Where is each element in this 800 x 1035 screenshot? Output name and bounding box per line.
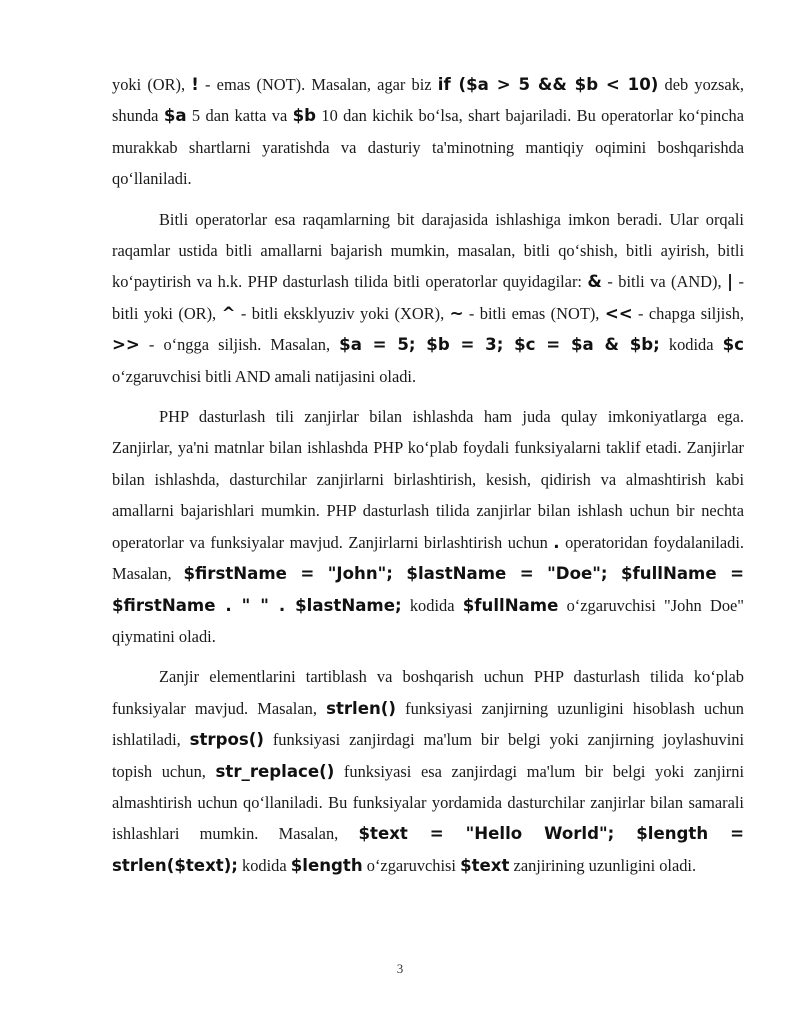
text-run: operatoridan foydalaniladi. Masalan, <box>112 532 745 584</box>
document-body <box>112 69 744 890</box>
text-run: - bitli emas (NOT), <box>463 303 605 323</box>
inline-code: $a <box>163 106 187 126</box>
inline-code: & <box>587 272 602 292</box>
inline-code: strpos() <box>189 730 264 750</box>
text-run: Bitli operatorlar esa raqamlarning bit darajasida ishlashiga imkon beradi. Ular orqali raqamlar ustida bitli amallarni bajarish mumkin, masalan, bitli qo‘shish, bitli ayirish, bitli ko‘paytirish va h.k. PHP dasturlash tilida bitli operatorlar quyidagilar: <box>112 209 744 292</box>
text-run: - bitli va (AND), <box>601 272 728 292</box>
text-run: 5 dan katta va <box>186 106 293 126</box>
text-run: - emas (NOT). Masalan, agar biz <box>198 75 438 94</box>
text-run: - o‘ngga siljish. Masalan, <box>139 335 340 355</box>
text-run: kodida <box>237 855 291 875</box>
inline-code: $a = 5; $b = 3; $c = $a & $b; <box>339 335 660 355</box>
inline-code: $text = "Hello World"; $length = strlen($text); <box>112 824 744 875</box>
inline-code: >> <box>112 335 140 355</box>
text-run: deb yozsak, shunda <box>112 75 744 126</box>
inline-code: $fullName <box>462 595 559 615</box>
inline-code: ^ <box>221 303 236 323</box>
text-run: o‘zgaruvchisi bitli AND amali natijasini oladi. <box>112 366 417 386</box>
inline-code: if ($a > 5 && $b < 10) <box>437 75 659 94</box>
inline-code: $b <box>292 106 317 126</box>
paragraph <box>112 69 744 195</box>
inline-code: . <box>553 532 560 552</box>
text-run: 10 dan kichik bo‘lsa, shart bajariladi. Bu operatorlar ko‘pincha murakkab shartlarni yaratishda va dasturiy ta'minotning mantiqiy oqimini boshqarishda qo‘llaniladi. <box>112 106 744 189</box>
page-number: 3 <box>396 961 404 976</box>
text-run: kodida <box>659 335 723 355</box>
paragraph <box>112 401 744 652</box>
text-run: Zanjir elementlarini tartiblash va boshqarish uchun PHP dasturlash tilida ko‘plab funksiyalar mavjud. Masalan, <box>112 667 744 718</box>
text-run: - bitli yoki (OR), <box>112 272 744 323</box>
inline-code: << <box>604 303 633 323</box>
inline-code: | <box>727 272 734 292</box>
text-run: zanjirining uzunligini oladi. <box>509 855 697 875</box>
text-run: yoki (OR), <box>112 75 192 94</box>
text-run: funksiyasi esa zanjirdagi ma'lum bir belgi yoki zanjirni almashtirish uchun qo‘llaniladi. Bu funksiyalar yordamida dasturchilar zanjirlar bilan samarali ishlashlari mumkin. Masalan, <box>112 761 744 844</box>
paragraph <box>112 661 744 881</box>
inline-code: ~ <box>449 303 464 323</box>
inline-code: $c <box>722 335 745 355</box>
text-run: funksiyasi zanjirdagi ma'lum bir belgi yoki zanjirning joylashuvini topish uchun, <box>112 730 744 781</box>
inline-code: $firstName = "John"; $lastName = "Doe"; $fullName = $firstName . " " . $lastName; <box>112 564 744 615</box>
inline-code: $text <box>460 855 510 875</box>
inline-code: strlen() <box>326 698 396 718</box>
inline-code: ! <box>191 75 199 94</box>
text-run: - chapga siljish, <box>632 303 744 323</box>
inline-code: str_replace() <box>215 761 335 781</box>
text-run: o‘zgaruvchisi "John Doe" qiymatini oladi. <box>112 595 744 646</box>
text-run: funksiyasi zanjirning uzunligini hisoblash uchun ishlatiladi, <box>112 698 744 750</box>
text-run: o‘zgaruvchisi <box>362 855 461 875</box>
paragraph <box>112 204 744 392</box>
text-run: PHP dasturlash tili zanjirlar bilan ishlashda ham juda qulay imkoniyatlarga ega. Zanjirlar, ya'ni matnlar bilan ishlashda PHP ko‘plab foydali funksiyalarni taklif etadi. Zanjirlar bilan ishlashda, dasturchilar zanjirlarni birlashtirish, kesish, qidirish va almashtirish kabi amallarni bajarishlari mumkin. PHP dasturlash tilida zanjirlar bilan ishlash uchun bir nechta operatorlar va funksiyalar mavjud. Zanjirlarni birlashtirish uchun <box>112 407 744 552</box>
text-run: - bitli eksklyuziv yoki (XOR), <box>235 303 450 323</box>
text-run: kodida <box>401 595 463 615</box>
inline-code: $length <box>290 855 363 875</box>
